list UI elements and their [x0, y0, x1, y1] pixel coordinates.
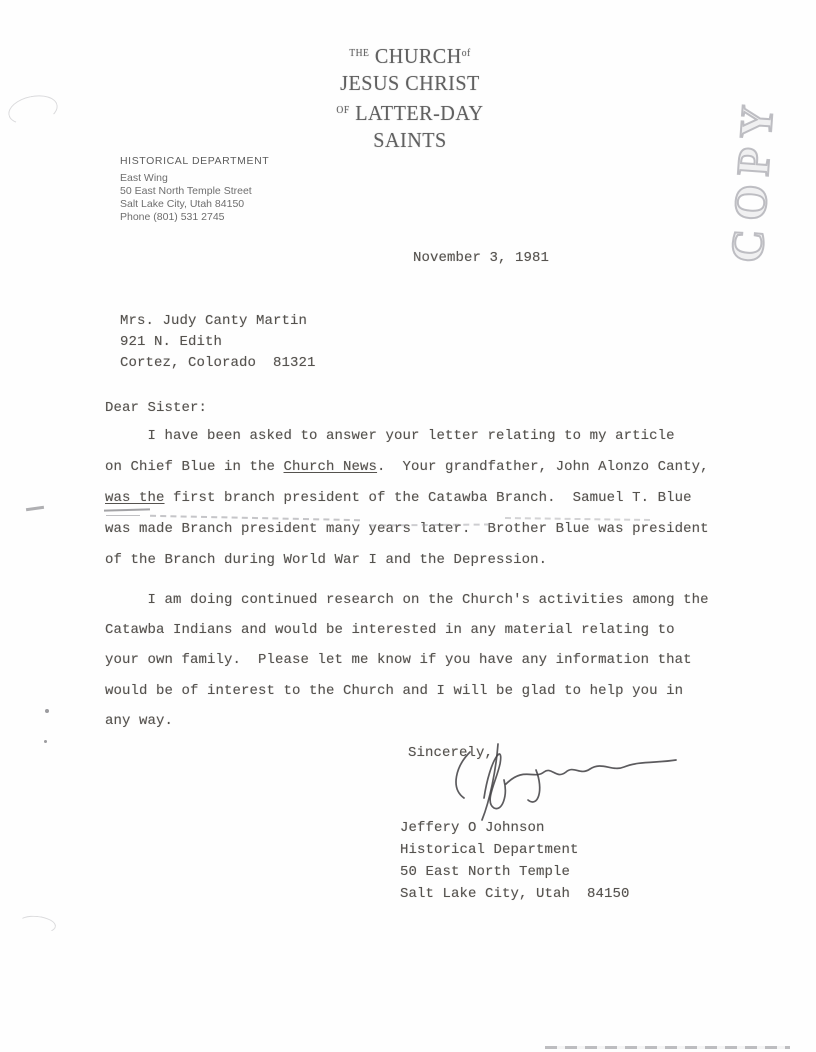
copy-stamp-text: COPY	[721, 94, 784, 265]
logo-the: THE	[349, 48, 370, 59]
signature-block	[400, 817, 630, 905]
body-line: Catawba Indians and would be interested in any material relating to	[105, 622, 675, 638]
letterhead-line: 50 East North Temple Street	[120, 185, 252, 197]
body-line: I have been asked to answer your letter relating to my article	[105, 428, 675, 444]
logo-of-lower: of	[461, 48, 471, 59]
body-text: . Your grandfather, John Alonzo Canty,	[377, 459, 709, 475]
signature-line: Jeffery O Johnson	[400, 820, 545, 836]
logo-church: CHURCH	[374, 44, 462, 68]
logo-of-upper: OF	[336, 105, 350, 116]
body-line: your own family. Please let me know if you have any information that	[105, 652, 692, 668]
scan-dot	[44, 740, 47, 743]
signature-icon	[440, 736, 680, 824]
body-line	[105, 459, 709, 475]
scan-smudge-bottom-left	[17, 914, 57, 935]
date-line: November 3, 1981	[413, 250, 550, 266]
body-line: was made Branch president many years later. Brother Blue was president	[105, 521, 709, 537]
letterhead-department: HISTORICAL DEPARTMENT	[120, 155, 270, 167]
logo-line-1	[302, 40, 517, 70]
scan-edge-artifact	[545, 1046, 790, 1049]
scan-dot	[45, 709, 49, 713]
letterhead-line: East Wing	[120, 172, 168, 184]
body-line: I am doing continued research on the Church's activities among the	[105, 592, 709, 608]
signature-stroke	[506, 760, 676, 784]
signature-line: 50 East North Temple	[400, 864, 571, 880]
body-text: first branch president of the Catawba Branch. Samuel T. Blue	[164, 490, 692, 506]
recipient-line: Cortez, Colorado 81321	[120, 355, 316, 371]
signature-stroke	[456, 752, 470, 798]
salutation: Dear Sister:	[105, 400, 208, 416]
recipient-line: Mrs. Judy Canty Martin	[120, 313, 308, 329]
was-the-underlined: was the	[105, 490, 165, 506]
body-line: any way.	[105, 713, 174, 729]
body-line: of the Branch during World War I and the Depression.	[105, 552, 548, 568]
body-line: would be of interest to the Church and I will be glad to help you in	[105, 683, 684, 699]
signature-stroke	[484, 754, 505, 809]
logo-line-3	[302, 97, 517, 127]
logo-line-4: SAINTS	[373, 128, 447, 152]
closing-sincerely: Sincerely,	[408, 745, 494, 761]
scan-streak	[26, 506, 44, 511]
church-news-underlined: Church News	[283, 459, 378, 475]
letterhead-line: Salt Lake City, Utah 84150	[120, 198, 245, 210]
pencil-dash-artifact	[104, 508, 150, 511]
recipient-line: 921 N. Edith	[120, 334, 223, 350]
copy-stamp	[675, 92, 816, 267]
church-logo	[298, 40, 522, 154]
scan-smudge-top-left	[6, 91, 61, 129]
signature-line: Historical Department	[400, 842, 579, 858]
body-text: on Chief Blue in the	[105, 459, 284, 475]
letterhead-address	[120, 155, 269, 224]
letterhead-line: Phone (801) 531 2745	[120, 211, 225, 223]
logo-line-2: JESUS CHRIST	[340, 71, 480, 95]
body-line	[105, 490, 692, 506]
pencil-dash-artifact	[106, 515, 140, 516]
signature-line: Salt Lake City, Utah 84150	[400, 886, 630, 902]
logo-latter-day: LATTER-DAY	[355, 101, 484, 125]
recipient-address	[120, 311, 316, 374]
